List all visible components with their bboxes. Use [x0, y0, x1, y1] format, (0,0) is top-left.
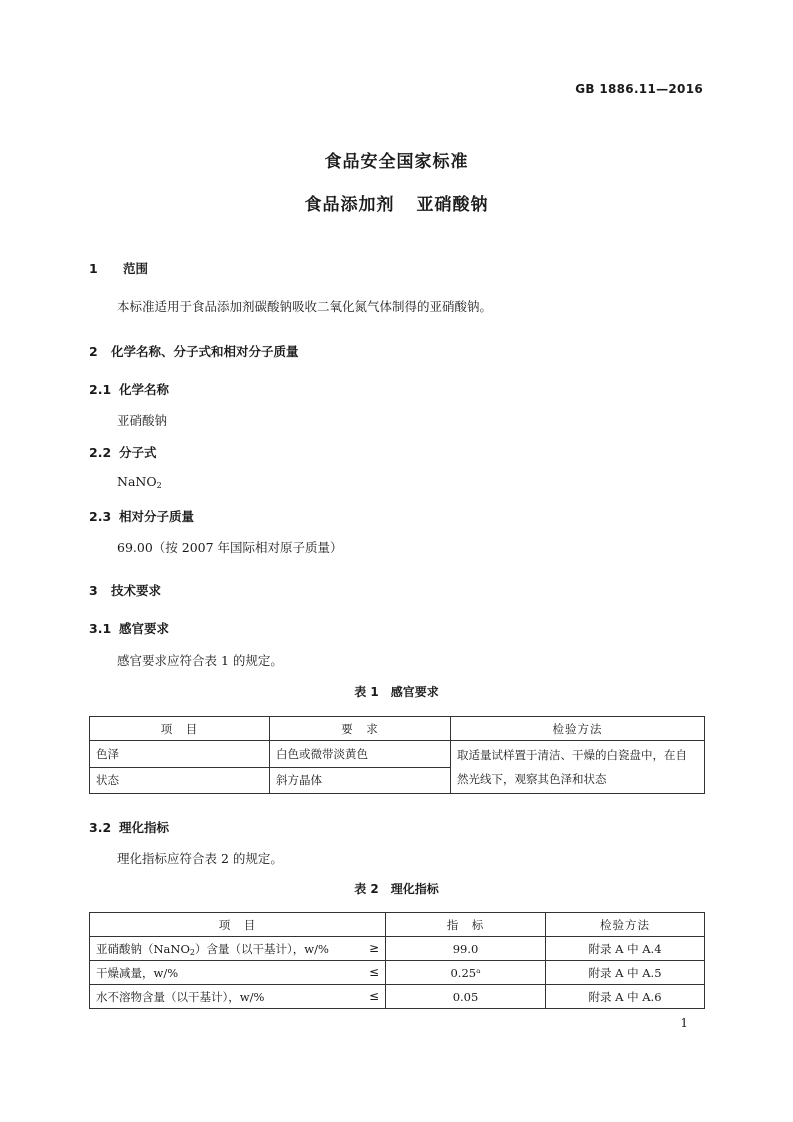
section-3-1-body: 感官要求应符合表 1 的规定。	[117, 653, 283, 668]
table-cell: 状态	[90, 767, 270, 794]
section-1-heading	[89, 259, 148, 277]
table-cell: 99.0	[386, 937, 546, 961]
section-2-heading	[89, 342, 299, 360]
table-header: 项 目	[90, 717, 270, 741]
table-cell: 斜方晶体	[270, 767, 451, 794]
table-cell: 亚硝酸钠（NaNO2）含量（以干基计），w/% ≥	[90, 937, 386, 961]
table-cell: 水不溶物含量（以干基计），w/% ≤	[90, 985, 386, 1009]
section-2-3-heading	[89, 507, 194, 525]
molecular-formula: NaNO2	[117, 474, 162, 490]
section-2-1-body: 亚硝酸钠	[117, 413, 168, 428]
section-number: 2.1	[89, 382, 112, 397]
comparison-symbol: ≤	[368, 988, 379, 1003]
section-2-1-heading	[89, 380, 169, 398]
table-cell: 0.25ᵃ	[386, 961, 546, 985]
table-header: 指 标	[386, 913, 546, 937]
section-number: 3	[89, 583, 98, 598]
section-number: 2.3	[89, 509, 112, 524]
table-row	[90, 985, 705, 1009]
section-title: 范围	[123, 261, 149, 276]
table-cell: 0.05	[386, 985, 546, 1009]
section-number: 2	[89, 344, 98, 359]
standard-number: GB 1886.11—2016	[575, 82, 703, 96]
section-2-3-body: 69.00（按 2007 年国际相对原子质量）	[117, 540, 343, 555]
doc-title-part-b: 亚硝酸钠	[416, 195, 489, 215]
doc-title-line1: 食品安全国家标准	[324, 152, 469, 172]
section-3-2-body: 理化指标应符合表 2 的规定。	[117, 851, 283, 866]
section-title: 理化指标	[119, 820, 170, 835]
table-header: 检验方法	[546, 913, 705, 937]
table-header: 项 目	[90, 913, 386, 937]
doc-title-line2	[0, 190, 793, 215]
table-physicochemical-indicators	[89, 912, 705, 1009]
section-title: 化学名称、分子式和相对分子质量	[111, 344, 299, 359]
section-title: 感官要求	[119, 621, 170, 636]
section-number: 3.2	[89, 820, 112, 835]
section-number: 2.2	[89, 445, 112, 460]
table-cell: 干燥减量，w/% ≤	[90, 961, 386, 985]
table-cell: 色泽	[90, 741, 270, 768]
table-header: 检验方法	[451, 717, 705, 741]
table-cell-method: 取适量试样置于清洁、干燥的白瓷盘中，在自然光线下，观察其色泽和状态	[451, 741, 705, 794]
table-cell: 附录 A 中 A.5	[546, 961, 705, 985]
table-cell: 白色或微带淡黄色	[270, 741, 451, 768]
section-title: 技术要求	[111, 583, 162, 598]
section-3-1-heading	[89, 619, 169, 637]
table-row	[90, 741, 705, 768]
section-2-2-heading	[89, 443, 157, 461]
section-title: 化学名称	[119, 382, 170, 397]
section-1-body: 本标准适用于食品添加剂碳酸钠吸收二氧化氮气体制得的亚硝酸钠。	[117, 299, 493, 314]
table-row	[90, 961, 705, 985]
page-number: 1	[680, 1016, 688, 1030]
table-cell: 附录 A 中 A.6	[546, 985, 705, 1009]
table-row	[90, 937, 705, 961]
table-header: 要 求	[270, 717, 451, 741]
section-title: 分子式	[119, 445, 157, 460]
comparison-symbol: ≤	[368, 964, 379, 979]
section-3-2-heading	[89, 818, 169, 836]
table-cell: 附录 A 中 A.4	[546, 937, 705, 961]
table1-caption: 表 1 感官要求	[354, 685, 439, 699]
comparison-symbol: ≥	[368, 940, 379, 955]
table2-caption: 表 2 理化指标	[354, 882, 439, 896]
section-title: 相对分子质量	[119, 509, 195, 524]
section-number: 3.1	[89, 621, 112, 636]
table-sensory-requirements	[89, 716, 705, 794]
section-3-heading	[89, 581, 161, 599]
doc-title-part-a: 食品添加剂	[304, 195, 395, 215]
section-number: 1	[89, 261, 98, 276]
